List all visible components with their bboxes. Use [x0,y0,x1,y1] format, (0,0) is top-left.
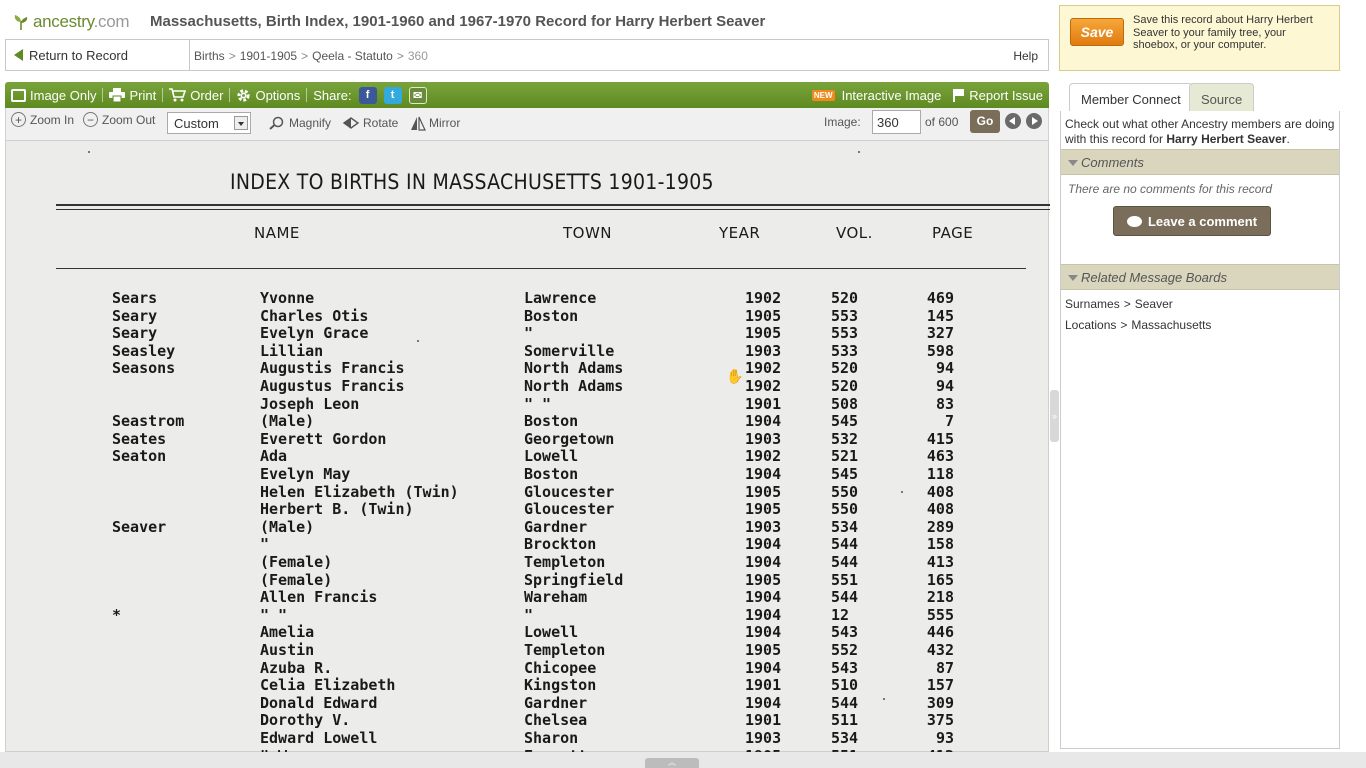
cell-town: Lawrence [524,289,597,307]
share-label: Share: [313,87,352,103]
chevron-down-icon [234,116,248,130]
cell-given: Lillian [260,341,324,360]
comments-header[interactable]: Comments [1061,149,1339,175]
cell-vol: 545 [831,412,859,431]
cell-surname: Seastrom [112,412,185,431]
mirror-icon [411,117,425,130]
collapse-panel-handle[interactable]: » [1050,390,1059,442]
leaf-icon [12,13,30,31]
magnifier-icon [269,116,285,130]
cell-page: 309 [926,693,954,712]
speech-bubble-icon [1127,216,1142,227]
cell-page: 94 [935,377,954,395]
cell-page: 93 [935,729,954,747]
index-row [6,641,1050,659]
cell-page: 469 [926,289,954,307]
page-title: Massachusetts, Birth Index, 1901-1960 and 1967-1970 Record for Harry Herbert Seaver [150,13,766,30]
cell-town: Templeton [524,553,606,571]
cell-page: 289 [926,517,954,536]
image-total-label: of 600 [925,115,959,129]
cell-given: (Male) [260,517,315,536]
toolbar-right [806,82,1049,108]
cell-given: " [260,535,270,554]
cell-year: 1905 [745,482,782,501]
cell-surname: * [112,605,122,624]
cell-year: 1905 [745,570,782,589]
cell-surname: Seates [112,429,167,448]
cell-year: 1905 [745,500,782,519]
printer-icon [109,88,125,102]
cell-town: Templeton [524,641,606,659]
share-group [307,82,432,108]
save-record-box [1059,5,1340,71]
cell-surname: Seary [112,306,158,325]
cell-year: 1904 [745,465,782,483]
cell-given: Herbert B. (Twin) [260,500,414,519]
member-connect-panel [1060,111,1340,749]
cell-vol: 550 [831,482,859,501]
message-board-link-locations[interactable]: Locations > Massachusetts [1065,318,1212,332]
cell-surname: Sears [112,289,158,307]
cell-page: 87 [935,658,954,677]
cell-page: 415 [926,429,954,448]
cell-vol: 520 [831,289,859,307]
cell-town: Chicopee [524,658,597,677]
image-toolbar [5,82,1049,108]
cell-given: Dorothy V. [260,711,351,730]
go-button[interactable]: Go [970,110,1000,133]
index-row [6,623,1050,641]
cell-given: (Male) [260,412,315,431]
new-badge: NEW [813,90,833,100]
cell-year: 1903 [745,341,782,360]
cell-page: 408 [926,500,954,519]
magnify-button[interactable]: Magnify [269,116,331,130]
cell-vol: 532 [831,429,859,448]
gear-icon [236,88,251,103]
cell-year: 1904 [745,412,782,431]
cell-year: 1905 [745,324,782,343]
message-board-link-surnames[interactable]: Surnames > Seaver [1065,297,1173,311]
index-row [6,359,1050,377]
cell-surname: Seaton [112,447,167,466]
cell-given: Donald Edward [260,693,378,712]
index-row [6,588,1050,606]
cell-vol: 544 [831,693,859,712]
cell-town: Gloucester [524,482,615,501]
cell-page: 165 [926,570,954,589]
column-header-vol: VOL. [836,224,873,242]
cell-year: 1903 [745,517,782,536]
cell-given: Helen Elizabeth (Twin) [260,482,459,501]
leave-comment-button[interactable]: Leave a comment [1113,206,1271,236]
index-row [6,324,1050,342]
index-row [6,289,1050,307]
image-only-button[interactable]: Image Only [5,82,102,108]
index-row [6,711,1050,729]
member-connect-text: Check out what other Ancestry members are doing with this record for Harry Herbert Seaver. [1065,117,1335,146]
image-number-label: Image: [824,115,861,129]
mirror-button[interactable]: Mirror [411,116,460,130]
cell-given: Austin [260,641,315,659]
cell-page: 408 [926,482,954,501]
index-row [6,342,1050,360]
page-header [0,0,1050,40]
cell-vol: 544 [831,553,859,571]
cell-year: 1902 [745,447,782,466]
index-row [6,412,1050,430]
cell-given: Edward Lowell [260,729,378,747]
cell-given: Allen Francis [260,588,378,607]
cell-town: Lowell [524,447,579,466]
scan-speck [88,151,90,153]
breadcrumb-item-current: 360 [407,49,428,63]
cell-vol: 520 [831,359,859,378]
rotate-button[interactable]: Rotate [343,116,398,130]
header-rule [56,268,1026,269]
document-title: INDEX TO BIRTHS IN MASSACHUSETTS 1901-1905 [230,170,714,194]
cell-surname: Seasons [112,359,176,378]
tab-source[interactable]: Source [1189,83,1254,111]
cell-town: North Adams [524,377,624,395]
cell-vol: 544 [831,535,859,554]
hand-cursor-icon: ✋ [726,369,744,385]
cell-given: (Female) [260,553,333,571]
cell-town: North Adams [524,359,624,378]
cell-town: Wareham [524,588,588,607]
cell-vol: 553 [831,306,859,325]
help-link[interactable]: Help [1013,49,1038,63]
cell-vol: 543 [831,658,859,677]
cell-year: 1902 [745,289,782,307]
interactive-image-button[interactable]: NEW Interactive Image [813,87,942,103]
scan-speck [858,151,860,153]
breadcrumb-item-years[interactable]: 1901-1905 [239,49,298,63]
index-row [6,395,1050,413]
cell-given: " " [260,605,288,624]
cell-town: Chelsea [524,711,588,730]
cell-vol: 543 [831,623,859,642]
cell-page: 94 [935,359,954,378]
cell-page: 598 [926,341,954,360]
cell-given: Everett Gordon [260,429,387,448]
cell-year: 1904 [745,658,782,677]
index-row [6,659,1050,677]
viewer-controls [5,108,1049,140]
index-row [6,729,1050,747]
cell-given: Charles Otis [260,306,369,325]
cell-page: 7 [944,412,954,431]
breadcrumb-item-volume[interactable]: Qeela - Statuto [312,49,393,63]
cell-town: Boston [524,412,579,431]
cell-year: 1904 [745,623,782,642]
return-to-record-label: Return to Record [29,47,128,63]
index-row [6,500,1050,518]
cart-icon [169,88,186,102]
cell-town: Kingston [524,676,597,695]
index-row [6,571,1050,589]
index-row [6,377,1050,395]
no-comments-text: There are no comments for this record [1068,182,1273,196]
right-panel-tabs [1060,82,1340,112]
title-rule [56,204,1050,206]
cell-town: Gardner [524,517,588,536]
cell-vol: 12 [831,605,850,624]
cell-year: 1901 [745,711,782,730]
breadcrumb: Births > 1901-1905 > Qeela - Statuto > 360 [194,49,428,63]
cell-surname: Seaver [112,517,167,536]
minus-icon: − [83,112,98,127]
cell-year: 1903 [745,729,782,747]
index-row [6,430,1050,448]
cell-surname: Seary [112,324,158,343]
zoom-in-button[interactable]: + Zoom In [11,112,74,127]
plus-icon: + [11,112,26,127]
cell-given: Augustis Francis [260,359,405,378]
cell-vol: 550 [831,500,859,519]
cell-vol: 534 [831,517,859,536]
index-row [6,676,1050,694]
column-header-year: YEAR [719,224,761,242]
index-row [6,606,1050,624]
cell-year: 1902 [745,377,782,395]
cell-year: 1904 [745,535,782,554]
report-issue-button[interactable]: Report Issue [947,82,1049,108]
cell-year: 1901 [745,676,782,695]
index-row [6,465,1050,483]
cell-given: Yvonne [260,289,315,307]
column-header-name: NAME [254,224,300,242]
cell-town: Brockton [524,535,597,554]
cell-town: Boston [524,465,579,483]
cell-year: 1904 [745,588,782,607]
cell-page: 83 [935,394,954,413]
cell-year: 1901 [745,394,782,413]
breadcrumb-item-births[interactable]: Births [194,49,225,63]
arrow-left-icon [14,49,23,61]
cell-vol: 552 [831,641,859,659]
tab-member-connect[interactable]: Member Connect [1069,83,1193,113]
ancestry-logo[interactable] [12,12,129,32]
index-row [6,518,1050,536]
cell-given: Ada [260,447,288,466]
cell-town: Lowell [524,623,579,642]
title-rule-thin [56,209,1050,210]
cell-vol: 508 [831,394,859,413]
cell-page: 446 [926,623,954,642]
return-to-record-button[interactable] [6,40,190,70]
logo-text: ancestry.com [33,12,130,31]
cell-page: 432 [926,641,954,659]
save-description: Save this record about Harry Herbert Seaver to your family tree, your shoebox, or your computer. [1133,14,1313,51]
cell-vol: 510 [831,676,859,695]
cell-year: 1904 [745,693,782,712]
print-button[interactable]: Print [103,82,162,108]
cell-vol: 511 [831,711,859,730]
column-header-page: PAGE [932,224,974,242]
cell-year: 1905 [745,641,782,659]
flag-icon [953,89,965,102]
cell-year: 1902 [745,359,782,378]
previous-image-icon[interactable] [1005,113,1021,129]
cell-town: Gloucester [524,500,615,519]
index-row [6,447,1050,465]
twitter-icon[interactable]: t [384,87,402,104]
cell-page: 157 [926,676,954,695]
fullscreen-icon [11,89,26,102]
cell-page: 463 [926,447,954,466]
options-button[interactable]: Options [230,82,306,108]
cell-town: Gardner [524,693,588,712]
cell-town: " [524,324,534,343]
cell-page: 555 [926,605,954,624]
cell-year: 1904 [745,605,782,624]
zoom-out-button[interactable]: − Zoom Out [83,112,155,127]
cell-vol: 534 [831,729,859,747]
facebook-icon[interactable]: f [359,87,377,104]
cell-year: 1905 [745,306,782,325]
message-boards-header[interactable]: Related Message Boards [1061,264,1339,290]
cell-given: Evelyn Grace [260,324,369,343]
cell-page: 218 [926,588,954,607]
cell-given: (Female) [260,570,333,589]
index-row [6,307,1050,325]
index-row [6,535,1050,553]
record-person-name: Harry Herbert Seaver [1166,132,1287,146]
cell-page: 158 [926,535,954,554]
cell-page: 118 [926,465,954,483]
index-row [6,483,1050,501]
zoom-select[interactable]: Custom [167,112,251,134]
save-button[interactable]: Save [1070,18,1124,46]
cell-town: " [524,605,534,624]
cell-given: Evelyn May [260,465,351,483]
cell-surname: Seasley [112,341,176,360]
cell-town: Georgetown [524,429,615,448]
cell-year: 1904 [745,553,782,571]
index-row [6,553,1050,571]
order-button[interactable]: Order [163,82,229,108]
cell-page: 375 [926,711,954,730]
index-row [6,694,1050,712]
cell-given: Azuba R. [260,658,333,677]
cell-town: Sharon [524,729,579,747]
cell-given: Amelia [260,623,315,642]
record-image[interactable] [5,140,1049,752]
cell-given: Celia Elizabeth [260,676,396,695]
cell-page: 145 [926,306,954,325]
cell-given: Joseph Leon [260,394,360,413]
breadcrumb-bar [5,39,1049,71]
cell-page: 327 [926,324,954,343]
column-header-town: TOWN [563,224,613,242]
cell-vol: 545 [831,465,859,483]
cell-town: Springfield [524,570,624,589]
cell-town: Somerville [524,341,615,360]
rotate-icon [343,117,359,129]
cell-year: 1903 [745,429,782,448]
image-number-input[interactable]: 360 [872,110,921,134]
cell-vol: 551 [831,570,859,589]
next-image-icon[interactable] [1026,113,1042,129]
cell-vol: 544 [831,588,859,607]
cell-page: 413 [926,553,954,571]
cell-vol: 521 [831,447,859,466]
expand-filmstrip-handle[interactable]: ︽ [645,758,699,768]
email-icon[interactable]: ✉ [409,87,427,104]
cell-vol: 553 [831,324,859,343]
cell-given: Augustus Francis [260,377,405,395]
cell-town: Boston [524,306,579,325]
cell-vol: 520 [831,377,859,395]
cell-town: " " [524,394,552,413]
cell-vol: 533 [831,341,859,360]
